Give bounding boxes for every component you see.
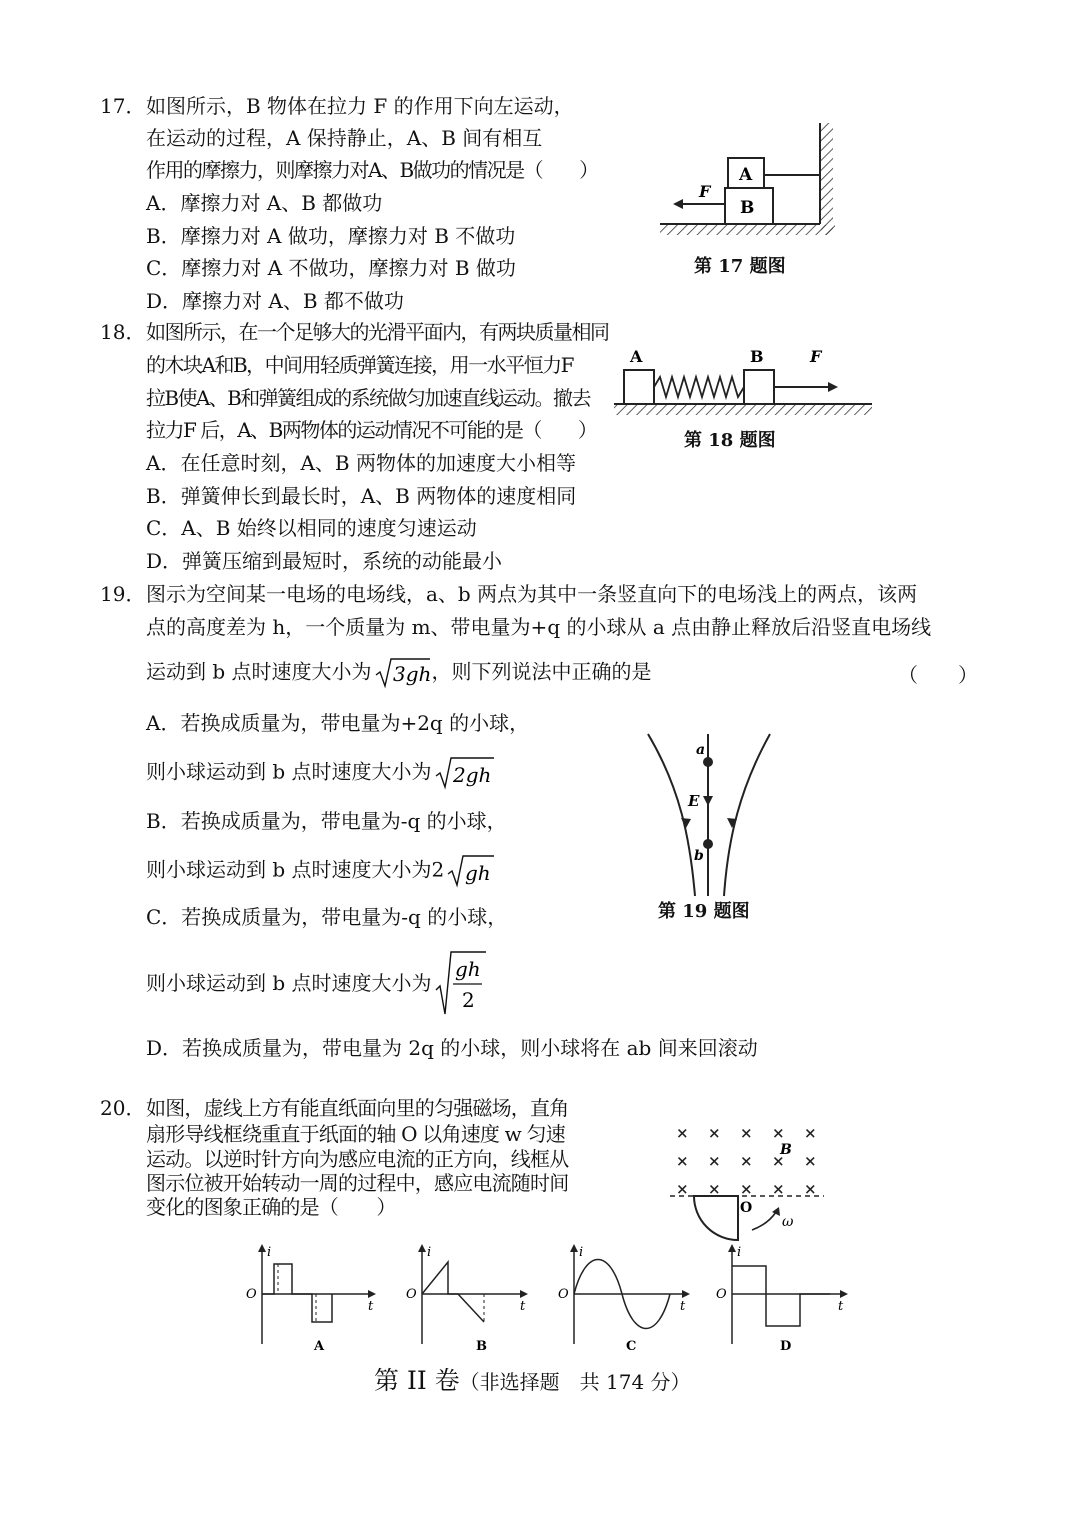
question-text-line: 图示为空间某一电场的电场线，a、b 两点为其中一条竖直向下的电场浅上的两点，该两 [146, 582, 918, 606]
question-text-line: 变化的图象正确的是（ ） [146, 1195, 396, 1219]
figure-20 [668, 1118, 828, 1246]
omega-label: ω [782, 1214, 794, 1230]
question-number: 20． [100, 1096, 146, 1120]
option-a-answer [146, 756, 496, 790]
svg-text:gh: gh [454, 957, 481, 981]
axis-i-label: i [427, 1245, 432, 1260]
block-b-label: B [750, 347, 764, 366]
question-number: 18． [100, 320, 146, 344]
option-b: B．若换成质量为，带电量为-q 的小球， [146, 809, 507, 833]
question-number: 17． [100, 94, 146, 118]
option-b: B．摩擦力对 A 做功，摩擦力对 B 不做功 [146, 224, 516, 248]
point-a-label: a [696, 742, 706, 758]
svg-text:×: × [804, 1180, 817, 1198]
sqrt-expression [374, 657, 432, 689]
question-text-line: 如图所示，B 物体在拉力 F 的作用下向左运动， [146, 94, 574, 118]
text-fragment: ，则下列说法中正确的是 [431, 659, 652, 684]
question-text-line: 拉B使A、B和弹簧组成的系统做匀加速直线运动。撤去 [146, 386, 590, 410]
option-c: C．若换成质量为，带电量为-q 的小球， [146, 905, 508, 929]
field-label: B [780, 1142, 792, 1158]
figure-caption: 第 18 题图 [684, 430, 776, 451]
graph-label: C [626, 1339, 637, 1354]
option-a: A．在任意时刻，A、B 两物体的加速度大小相等 [146, 451, 576, 475]
svg-text:×: × [676, 1180, 689, 1198]
svg-text:×: × [740, 1124, 753, 1142]
svg-text:2gh: 2gh [452, 763, 491, 787]
axis-t-label: t [368, 1299, 374, 1314]
text-fragment: 则小球运动到 b 点时速度大小为 [146, 857, 432, 882]
axis-i-label: i [267, 1245, 272, 1260]
axis-t-label: t [520, 1299, 526, 1314]
sqrt-fraction-expression [434, 950, 488, 1016]
graph-b [406, 1244, 528, 1354]
svg-text:×: × [708, 1124, 721, 1142]
svg-text:×: × [740, 1152, 753, 1170]
svg-text:×: × [708, 1180, 721, 1198]
origin-label: O [558, 1287, 569, 1302]
sqrt-expression [434, 756, 496, 790]
svg-text:×: × [804, 1124, 817, 1142]
origin-label: O [716, 1287, 727, 1302]
graph-label: B [476, 1339, 487, 1354]
section-title: 第 II 卷 [374, 1366, 460, 1395]
svg-text:×: × [772, 1180, 785, 1198]
svg-text:2: 2 [461, 988, 475, 1012]
question-text-line: 如图所示，在一个足够大的光滑平面内，有两块质量相同 [146, 320, 609, 344]
axis-i-label: i [737, 1245, 742, 1260]
graph-label: A [314, 1339, 325, 1354]
question-text-line: 拉力F 后，A、B两物体的运动情况不可能的是（ ） [146, 418, 597, 442]
option-a: A．摩擦力对 A、B 都做功 [146, 191, 383, 215]
block-b-label: B [740, 198, 755, 218]
field-label: E [688, 792, 700, 810]
option-a: A．若换成质量为，带电量为+2q 的小球， [146, 711, 530, 735]
block-a-label: A [739, 165, 753, 185]
svg-text:3gh: 3gh [392, 662, 431, 686]
question-number: 19． [100, 582, 146, 606]
point-a [703, 757, 713, 767]
option-c: C．摩擦力对 A 不做功，摩擦力对 B 做功 [146, 256, 516, 280]
force-label: F [699, 182, 711, 201]
block-b [744, 370, 774, 404]
graph-d [716, 1244, 848, 1354]
question-text-line [146, 657, 652, 689]
question-text-line: 作用的摩擦力，则摩擦力对A、B做功的情况是（ ） [146, 158, 598, 182]
point-b [703, 839, 713, 849]
text-fragment: 则小球运动到 b 点时速度大小为 [146, 971, 432, 995]
option-d: D．弹簧压缩到最短时，系统的动能最小 [146, 549, 503, 573]
question-text-line: 在运动的过程，A 保持静止，A、B 间有相互 [146, 126, 543, 150]
question-text-line: 图示位被开始转动一周的过程中，感应电流随时间 [146, 1171, 569, 1195]
svg-text:×: × [804, 1152, 817, 1170]
sector-frame [694, 1196, 738, 1240]
question-text-line: 的木块A和B，中间用轻质弹簧连接，用一水平恒力F [146, 353, 574, 377]
option-d: D．摩擦力对 A、B 都不做功 [146, 289, 404, 313]
svg-text:×: × [676, 1124, 689, 1142]
origin-label: O [406, 1287, 417, 1302]
text-fragment: 则小球运动到 b 点时速度大小为 [146, 759, 432, 784]
point-b-label: b [694, 848, 704, 864]
figure-caption: 第 17 题图 [694, 256, 786, 277]
magnetic-field-crosses [676, 1124, 817, 1198]
question-text-line: 点的高度差为 h，一个质量为 m、带电量为+q 的小球从 a 点由静止释放后沿竖直电场线 [146, 615, 932, 639]
graph-c [558, 1244, 690, 1354]
graph-label: D [780, 1339, 792, 1354]
axis-label: O [740, 1200, 753, 1216]
question-text-line: 扇形导线框绕重直于纸面的轴 O 以角速度 w 匀速 [146, 1122, 565, 1146]
section-heading [374, 1368, 691, 1393]
block-a [624, 370, 654, 404]
section-subtitle: （非选择题 共 174 分） [459, 1370, 691, 1394]
axis-i-label: i [579, 1245, 584, 1260]
graph-a [246, 1244, 376, 1354]
figure-19 [640, 728, 780, 898]
sqrt-expression [446, 854, 496, 888]
option-c-answer [146, 950, 488, 1016]
option-d: D．若换成质量为，带电量为 2q 的小球，则小球将在 ab 间来回滚动 [146, 1036, 758, 1060]
answer-graphs [240, 1240, 860, 1358]
svg-text:gh: gh [465, 861, 491, 885]
text-fragment: 运动到 b 点时速度大小为 [146, 659, 372, 684]
block-a-label: A [630, 347, 643, 366]
axis-t-label: t [680, 1299, 686, 1314]
spring [654, 377, 744, 397]
svg-text:×: × [772, 1152, 785, 1170]
figure-18 [610, 342, 878, 422]
figure-caption: 第 19 题图 [658, 901, 750, 922]
svg-text:×: × [740, 1180, 753, 1198]
svg-text:×: × [708, 1152, 721, 1170]
question-text-line: 运动。以逆时针方向为感应电流的正方向，线框从 [146, 1147, 569, 1171]
figure-17 [655, 118, 840, 246]
answer-paren: （ ） [898, 663, 978, 687]
svg-text:×: × [772, 1124, 785, 1142]
coefficient: 2 [431, 857, 445, 882]
origin-label: O [246, 1287, 257, 1302]
option-b-answer [146, 854, 496, 888]
option-c: C．A、B 始终以相同的速度匀速运动 [146, 516, 477, 540]
option-b: B．弹簧伸长到最长时，A、B 两物体的速度相同 [146, 484, 577, 508]
question-text-line: 如图，虚线上方有能直纸面向里的匀强磁场，直角 [146, 1096, 569, 1120]
svg-text:×: × [676, 1152, 689, 1170]
force-label: F [810, 347, 822, 366]
axis-t-label: t [838, 1299, 844, 1314]
